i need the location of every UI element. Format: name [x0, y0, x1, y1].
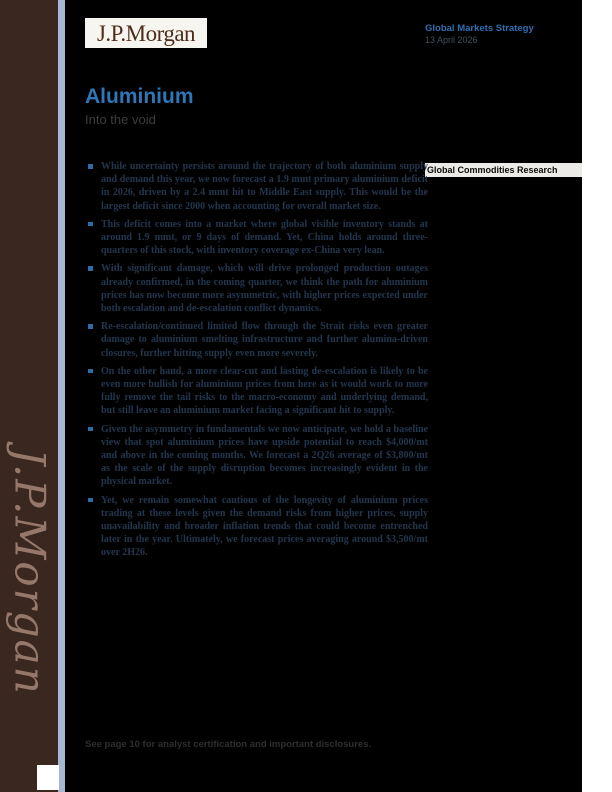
- list-item: [87, 494, 428, 560]
- bullet-text: Given the asymmetry in fundamentals we now anticipate, we hold a baseline view that spot aluminium prices have upside potential to reach $4,000/mt and above in the coming months. We forecast a 2Q26 average of $3,800/mt as the scale of the supply disruption becomes increasingly evident in the physical market.: [101, 423, 428, 488]
- jpmorgan-logo-text: J.P.Morgan: [96, 20, 196, 46]
- report-date: 13 April 2026: [425, 35, 478, 45]
- bullet-icon: [88, 324, 93, 329]
- bullet-text: While uncertainty persists around the trajectory of both aluminium supply and demand this year, we now forecast a 1.9 mmt primary aluminium deficit in 2026, driven by a 2.4 mmt hit to Middle East supply. This would be the largest deficit since 2000 when accounting for overall market size.: [101, 161, 428, 212]
- bullet-text: Yet, we remain somewhat cautious of the longevity of aluminium prices trading at these levels given the demand risks from higher prices, supply unavailability and broader inflation trends that could become entrenched later in the year. Ultimately, we forecast prices averaging around $3,500/mt over 2H26.: [101, 494, 428, 559]
- jpmorgan-signature-watermark: J.P.Morgan: [5, 448, 55, 696]
- jpmorgan-logo: [85, 18, 207, 48]
- bullet-text: Re-escalation/continued limited flow through the Strait risks even greater damage to aluminium smelting infrastructure and further alumina-driven closures, further hitting supply even more severely.: [101, 321, 428, 359]
- bullet-icon: [88, 164, 93, 169]
- list-item: [87, 423, 428, 489]
- bullet-icon: [88, 266, 93, 271]
- research-group-tab: Global Commodities Research: [425, 161, 582, 177]
- bullet-icon: [88, 427, 93, 432]
- bullet-text: On the other hand, a more clear-cut and lasting de-escalation is likely to be even more bullish for aluminium prices from here as it would work to more fully remove the tail risks to the macro-economy and underlying demand, but still leave an aluminium market facing a significant hit to supply.: [101, 365, 428, 417]
- left-blue-accent-band: [58, 0, 65, 792]
- bullet-icon: [88, 498, 93, 503]
- bullet-icon: [88, 369, 93, 374]
- bullet-icon: [88, 222, 93, 227]
- program-label: Global Markets Strategy: [425, 23, 534, 34]
- page-subtitle: Into the void: [85, 112, 156, 127]
- list-item: [87, 160, 428, 213]
- bullet-text: With significant damage, which will drive prolonged production outages already confirmed, in the coming quarter, we think the path for aluminium prices has now become more asymmetric, with higher prices expected under both escalation and de-escalation conflict dynamics.: [101, 263, 428, 315]
- bullet-text: This deficit comes into a market where global visible inventory stands at around 1.9 mmt, or 9 days of demand. Yet, China holds around three-quarters of this stock, with inventory coverage ex-China very lean.: [101, 218, 428, 257]
- list-item: [87, 365, 428, 418]
- header-right: [425, 23, 582, 46]
- list-item: [87, 262, 428, 315]
- report-page: [65, 0, 582, 792]
- summary-bullet-list: [87, 160, 428, 565]
- page-title: Aluminium: [85, 85, 194, 108]
- list-item: [87, 320, 428, 360]
- disclosure-note: See page 10 for analyst certification and important disclosures.: [85, 739, 372, 750]
- bottom-left-corner-box: [37, 765, 59, 790]
- list-item: [87, 218, 428, 258]
